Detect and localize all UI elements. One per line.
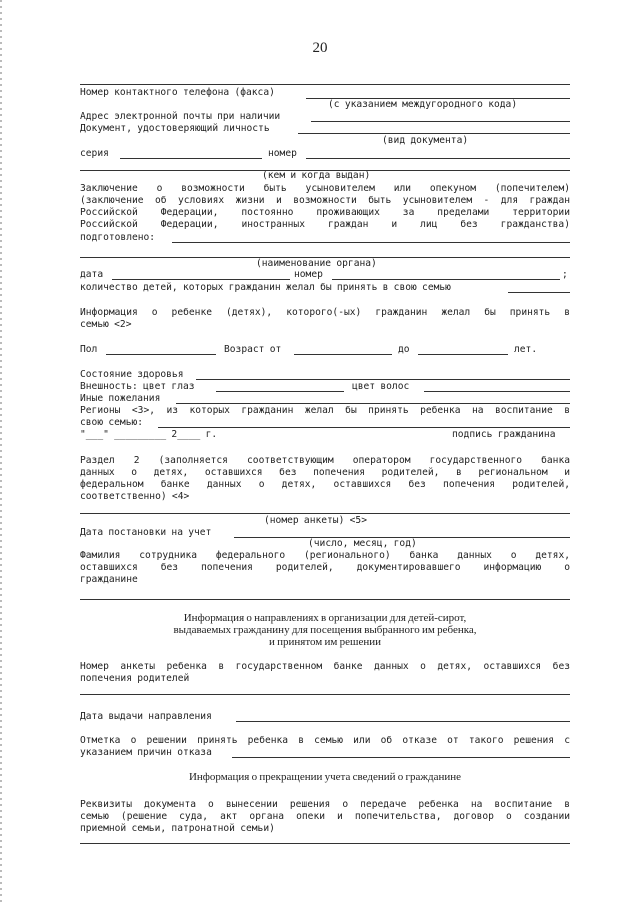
prepared-label: подготовлено: (80, 232, 156, 243)
conclusion-line-4: Российской Федерации, иностранных граждан и лиц без гражданства) (80, 219, 570, 230)
child-form-line-1: Номер анкеты ребенка в государственном банке данных о детях, оставшихся без (80, 661, 570, 672)
details-line-1: Реквизиты документа о вынесении решения о передаче ребенка на воспитание в (80, 799, 570, 810)
sex-field[interactable] (106, 354, 216, 355)
child-form-line-2: попечения родителей (80, 673, 190, 684)
number-label-2: номер (294, 269, 323, 280)
section2-line-4: соответственно) <4> (80, 491, 190, 502)
details-field[interactable] (80, 843, 570, 844)
number-field[interactable] (306, 158, 570, 159)
referrals-heading-1: Информация о направлениях в организации для детей-сирот, (183, 612, 467, 624)
age-to-field[interactable] (418, 354, 508, 355)
decision-line-1: Отметка о решении принять ребенка в семью или об отказе от такого решения с (80, 735, 570, 746)
referral-date-label: Дата выдачи направления (80, 711, 212, 722)
employee-line-1: Фамилия сотрудника федерального (регионального) банка данных о детях, (80, 550, 570, 561)
issued-field[interactable] (80, 170, 570, 171)
child-form-field[interactable] (80, 694, 570, 695)
referrals-heading-2: выдаваемых гражданину для посещения выбранного им ребенка, (173, 624, 477, 636)
appearance-label: Внешность: цвет глаз (80, 381, 195, 392)
wishes-field[interactable] (176, 403, 570, 404)
wishes-label: Иные пожелания (80, 393, 161, 404)
prepared-field[interactable] (172, 242, 570, 243)
hair-label: цвет волос (352, 381, 410, 392)
email-field[interactable] (311, 121, 570, 122)
date-hint: (число, месяц, год) (308, 538, 417, 549)
id-doc-field[interactable] (298, 133, 570, 134)
scan-edge-marks (0, 0, 2, 905)
regions-line-2: свою семью: (80, 417, 144, 428)
details-line-3: приемной семьи, патронатной семьи) (80, 823, 275, 834)
decision-line-2: указанием причин отказа (80, 747, 212, 758)
number-label: номер (268, 148, 297, 159)
referrals-heading-3: и принятом им решении (268, 636, 381, 648)
semicolon: ; (562, 269, 568, 280)
series-label: серия (80, 148, 109, 159)
regions-field[interactable] (158, 427, 570, 428)
email-label: Адрес электронной почты при наличии (80, 111, 281, 122)
page-number: 20 (312, 40, 328, 56)
id-doc-label: Документ, удостоверяющий личность (80, 123, 270, 134)
age-label: Возраст от (224, 344, 282, 355)
decision-field[interactable] (232, 757, 570, 758)
children-count-field[interactable] (508, 292, 570, 293)
registration-date-label: Дата постановки на учет (80, 527, 212, 538)
phone-label: Номер контактного телефона (факса) (80, 87, 275, 98)
employee-line-2: оставшихся без попечения родителей, документировавшего информацию о (80, 562, 570, 573)
child-info-line-1: Информация о ребенке (детях), которого(-ых) гражданин желал бы принять в (80, 307, 570, 318)
employee-line-3: гражданине (80, 574, 138, 585)
series-field[interactable] (120, 158, 262, 159)
to-label: до (398, 344, 410, 355)
health-field[interactable] (196, 379, 570, 380)
regions-line-1: Регионы <3>, из которых гражданин желал бы принять ребенка на воспитание в (80, 405, 570, 416)
date-label: дата (80, 269, 104, 280)
details-line-2: семью (решение суда, акт органа опеки и попечительства, договор о создании (80, 811, 570, 822)
eye-color-field[interactable] (216, 391, 344, 392)
child-info-line-2: семью <2> (80, 319, 132, 330)
conclusion-line-2: (заключение об условиях жизни и возможности быть усыновителем - для граждан (80, 195, 570, 206)
id-doc-hint: (вид документа) (382, 135, 469, 146)
section2-line-2: данных о детях, оставшихся без попечения родителей, в региональном и (80, 467, 570, 478)
signature-label: подпись гражданина (452, 429, 556, 440)
conclusion-line-3: Российской Федерации, постоянно проживающих за пределами территории (80, 207, 570, 218)
age-from-field[interactable] (294, 354, 392, 355)
sex-label: Пол (80, 344, 98, 355)
number-field-2[interactable] (332, 279, 560, 280)
organ-hint: (наименование органа) (256, 258, 377, 269)
hair-color-field[interactable] (424, 391, 570, 392)
conclusion-line-1: Заключение о возможности быть усыновителем или опекуном (попечителем) (80, 183, 570, 194)
children-count-label: количество детей, которых гражданин желал бы принять в свою семью (80, 282, 451, 293)
date-quote: "___" _________ 2____ г. (80, 429, 218, 440)
employee-field[interactable] (80, 599, 570, 600)
termination-heading: Информация о прекращении учета сведений о гражданине (188, 771, 462, 783)
section2-line-1: Раздел 2 (заполняется соответствующим оператором государственного банка (80, 455, 570, 466)
referral-date-field[interactable] (236, 721, 570, 722)
form-number-field[interactable] (80, 513, 570, 514)
top-rule (80, 84, 570, 85)
issued-hint: (кем и когда выдан) (262, 170, 371, 181)
health-label: Состояние здоровья (80, 369, 184, 380)
form-number-hint: (номер анкеты) <5> (264, 515, 367, 526)
years-label: лет. (514, 344, 538, 355)
phone-hint: (с указанием междугородного кода) (328, 99, 518, 110)
date-field[interactable] (112, 279, 290, 280)
section2-line-3: федеральном банке данных о детях, оставшихся без попечения родителей, (80, 479, 570, 490)
